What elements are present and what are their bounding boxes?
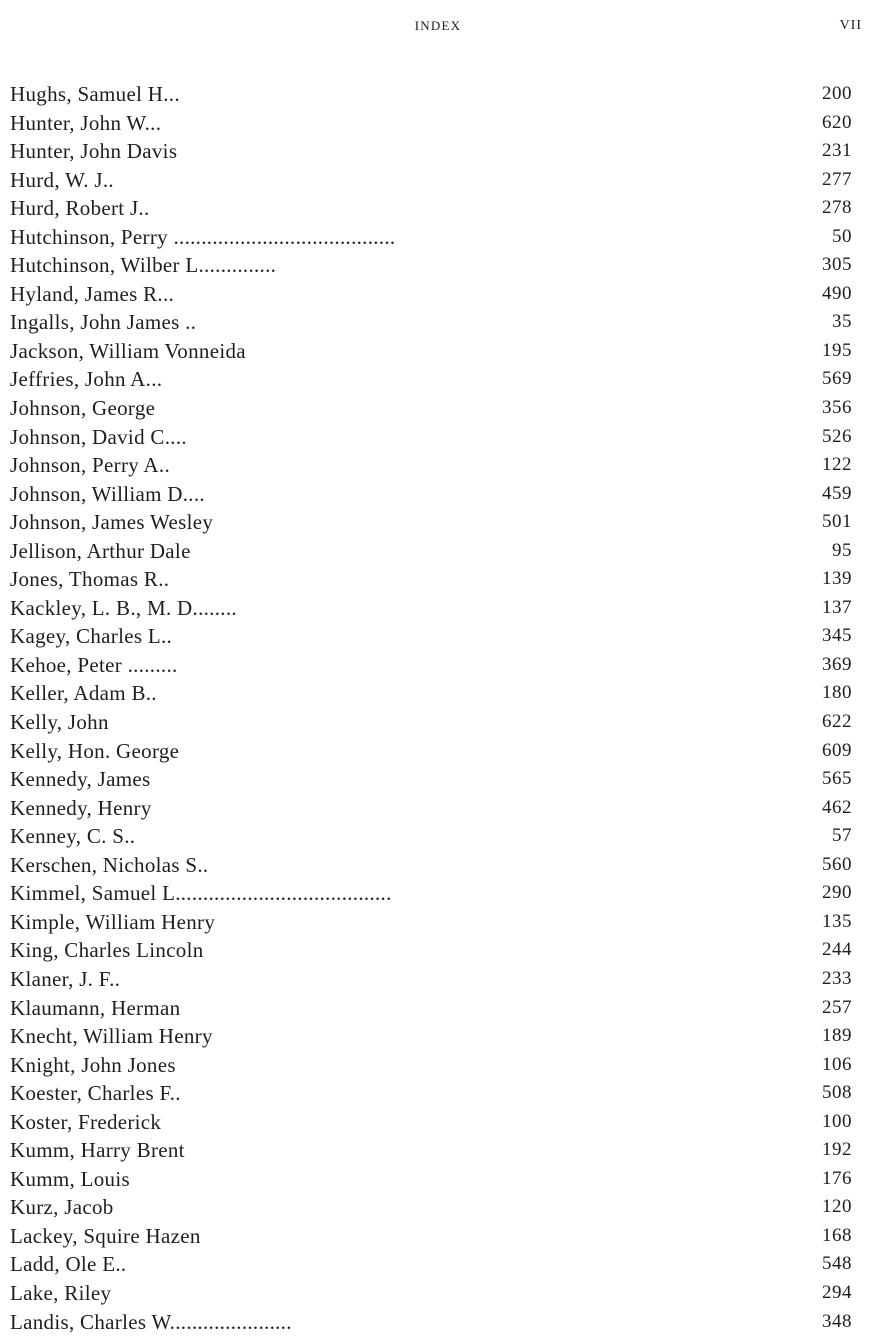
index-entry [10, 994, 852, 1023]
entry-name: Ingalls, John James .. [10, 310, 197, 335]
entry-name: Kerschen, Nicholas S.. [10, 852, 209, 877]
entry-name: Landis, Charles W...................... [10, 1309, 292, 1334]
index-entry [10, 280, 852, 309]
entry-page-number: 176 [822, 1167, 852, 1189]
entry-page-number: 200 [822, 83, 852, 104]
entry-page-number: 189 [822, 1025, 852, 1047]
page-number: VII [839, 18, 862, 33]
entry-name: Kackley, L. B., M. D........ [10, 595, 237, 620]
index-entry [10, 137, 852, 166]
index-entry [10, 1222, 852, 1251]
entry-page-number: 526 [822, 425, 852, 447]
entry-page-number: 57 [832, 825, 852, 847]
index-entry [10, 879, 852, 908]
entry-page-number: 195 [822, 339, 852, 361]
entry-page-number: 122 [822, 454, 852, 476]
entry-page-number: 139 [822, 568, 852, 590]
index-entry [10, 851, 852, 880]
index-entry [10, 794, 852, 823]
entry-page-number: 560 [822, 853, 852, 875]
entry-name: Kenney, C. S.. [10, 824, 136, 849]
entry-page-number: 106 [822, 1053, 852, 1075]
entry-page-number: 548 [822, 1253, 852, 1275]
entry-name: Jeffries, John A... [10, 367, 163, 392]
entry-page-number: 490 [822, 282, 852, 304]
index-entry [10, 223, 852, 252]
entry-name: Ladd, Ole E.. [10, 1252, 127, 1277]
entry-page-number: 290 [822, 882, 852, 904]
entry-name: Klaner, J. F.. [10, 966, 121, 991]
index-entry [10, 965, 852, 994]
entry-name: Johnson, George [10, 396, 156, 421]
entry-page-number: 192 [822, 1139, 852, 1161]
entry-name: Hurd, Robert J.. [10, 196, 150, 221]
index-entry [10, 1165, 852, 1194]
index-entry [10, 1136, 852, 1165]
entry-name: Kehoe, Peter ......... [10, 652, 178, 677]
entry-page-number: 168 [822, 1224, 852, 1246]
index-entry [10, 337, 852, 366]
entry-name: Kennedy, James [10, 767, 151, 792]
entry-name: Koster, Frederick [10, 1109, 162, 1134]
running-head [0, 18, 876, 38]
entry-page-number: 369 [822, 653, 852, 675]
index-entry [10, 651, 852, 680]
entry-name: Johnson, David C.... [10, 424, 187, 449]
index-entry [10, 251, 852, 280]
entry-page-number: 244 [822, 939, 852, 961]
index-entry [10, 1193, 852, 1222]
index-entry [10, 451, 852, 480]
entry-page-number: 180 [822, 682, 852, 704]
index-entry [10, 537, 852, 566]
index-entry [10, 480, 852, 509]
entry-name: Kelly, John [10, 710, 109, 735]
entry-name: Johnson, Perry A.. [10, 453, 170, 478]
index-entry [10, 166, 852, 195]
entry-name: Kumm, Louis [10, 1166, 130, 1191]
entry-name: Klaumann, Herman [10, 995, 181, 1020]
entry-page-number: 231 [822, 140, 852, 162]
index-entry [10, 109, 852, 138]
entry-page-number: 459 [822, 482, 852, 504]
entry-name: Kelly, Hon. George [10, 738, 180, 763]
entry-name: Kimmel, Samuel L....................................... [10, 881, 392, 906]
entry-name: Lackey, Squire Hazen [10, 1223, 201, 1248]
index-entry [10, 80, 852, 109]
entry-name: Lake, Riley [10, 1280, 112, 1305]
entry-name: Jones, Thomas R.. [10, 567, 170, 592]
entry-page-number: 622 [822, 711, 852, 733]
index-entry [10, 765, 852, 794]
index-entry [10, 423, 852, 452]
entry-name: Knight, John Jones [10, 1052, 176, 1077]
index-entry [10, 308, 852, 337]
entry-name: Hutchinson, Wilber L.............. [10, 253, 277, 278]
entry-page-number: 120 [822, 1196, 852, 1218]
entry-page-number: 277 [822, 168, 852, 190]
running-title: INDEX [414, 18, 462, 33]
entry-name: Knecht, William Henry [10, 1024, 213, 1049]
entry-name: Kurz, Jacob [10, 1195, 114, 1220]
index-entry [10, 622, 852, 651]
entry-page-number: 278 [822, 197, 852, 219]
index-entry [10, 1279, 852, 1308]
entry-name: Hunter, John W... [10, 110, 162, 135]
entry-page-number: 565 [822, 768, 852, 790]
entry-name: Kimple, William Henry [10, 909, 216, 934]
entry-page-number: 620 [822, 111, 852, 133]
index-entry [10, 1250, 852, 1279]
entry-page-number: 294 [822, 1281, 852, 1303]
entry-page-number: 233 [822, 967, 852, 989]
entry-page-number: 501 [822, 511, 852, 533]
index-entry [10, 1079, 852, 1108]
entry-page-number: 257 [822, 996, 852, 1018]
index-entry [10, 565, 852, 594]
entry-name: Johnson, James Wesley [10, 510, 214, 535]
index-entries [10, 80, 852, 1336]
entry-name: Hunter, John Davis [10, 139, 178, 164]
entry-page-number: 348 [822, 1310, 852, 1332]
entry-page-number: 100 [822, 1110, 852, 1132]
index-entry [10, 194, 852, 223]
entry-name: King, Charles Lincoln [10, 938, 204, 963]
entry-name: Keller, Adam B.. [10, 681, 157, 706]
index-entry [10, 708, 852, 737]
index-entry [10, 508, 852, 537]
index-entry [10, 365, 852, 394]
entry-name: Johnson, William D.... [10, 481, 205, 506]
entry-name: Koester, Charles F.. [10, 1081, 181, 1106]
entry-name: Hyland, James R... [10, 281, 175, 306]
entry-name: Jellison, Arthur Dale [10, 538, 191, 563]
index-entry [10, 1022, 852, 1051]
entry-page-number: 50 [832, 225, 852, 247]
index-entry [10, 936, 852, 965]
index-entry [10, 737, 852, 766]
entry-name: Hurd, W. J.. [10, 167, 114, 192]
entry-page-number: 609 [822, 739, 852, 761]
entry-page-number: 569 [822, 368, 852, 390]
entry-name: Hutchinson, Perry ........................................ [10, 224, 396, 249]
entry-page-number: 95 [832, 539, 852, 561]
entry-page-number: 137 [822, 596, 852, 618]
entry-name: Kumm, Harry Brent [10, 1138, 185, 1163]
entry-name: Kennedy, Henry [10, 795, 152, 820]
entry-page-number: 508 [822, 1082, 852, 1104]
entry-page-number: 345 [822, 625, 852, 647]
index-entry [10, 1308, 852, 1337]
entry-name: Kagey, Charles L.. [10, 624, 173, 649]
entry-name: Hughs, Samuel H... [10, 82, 180, 106]
entry-page-number: 135 [822, 910, 852, 932]
index-entry [10, 1108, 852, 1137]
index-entry [10, 908, 852, 937]
entry-page-number: 35 [832, 311, 852, 333]
index-entry [10, 394, 852, 423]
entry-page-number: 305 [822, 254, 852, 276]
index-entry [10, 594, 852, 623]
entry-page-number: 356 [822, 397, 852, 419]
index-entry [10, 1051, 852, 1080]
entry-name: Jackson, William Vonneida [10, 338, 246, 363]
entry-page-number: 462 [822, 796, 852, 818]
index-entry [10, 679, 852, 708]
index-entry [10, 822, 852, 851]
